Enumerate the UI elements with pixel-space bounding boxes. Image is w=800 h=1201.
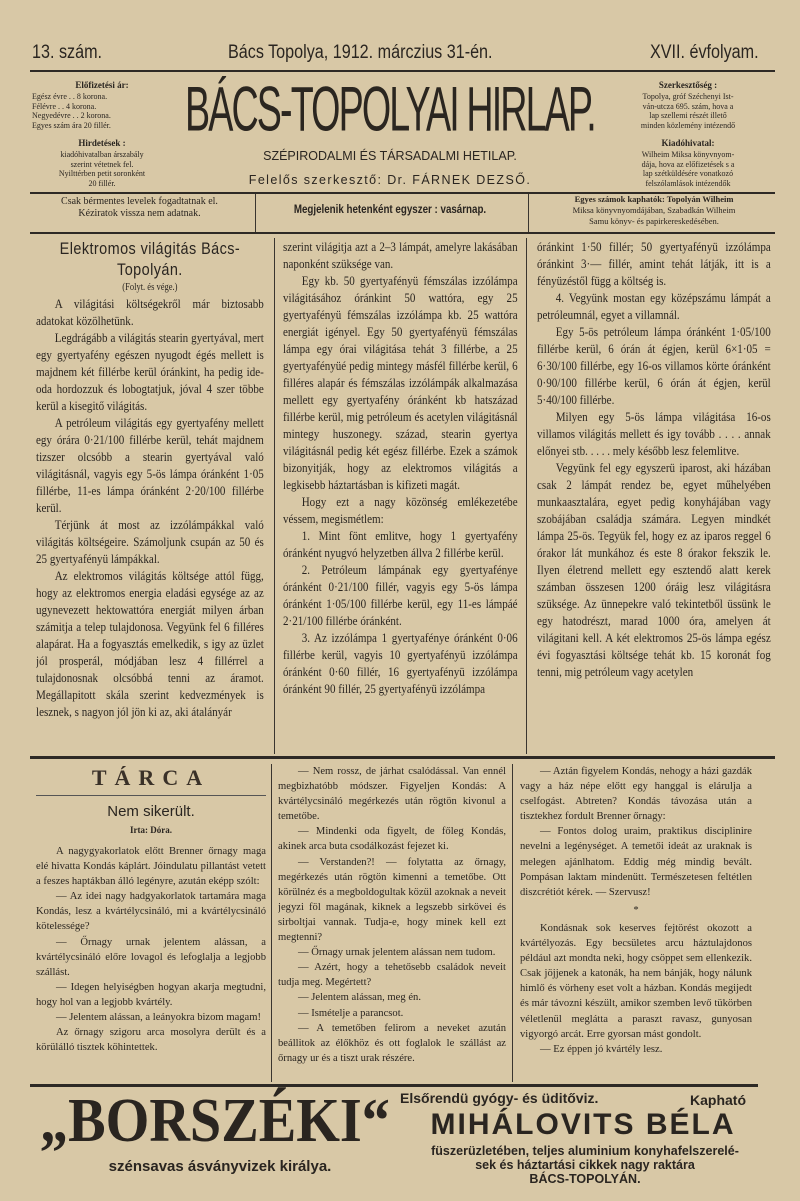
editorial-line: lap szellemi részét illető <box>649 111 727 120</box>
letters-note-line: Kéziratok vissza nem adatnak. <box>78 208 201 219</box>
article-column-3 <box>537 238 771 754</box>
masthead-title: BÁCS-TOPOLYAI HIRLAP. <box>185 73 595 145</box>
column-divider <box>271 764 272 1082</box>
editorial-line: ván-utcza 695. szám, hova a <box>642 101 734 111</box>
masthead <box>185 73 595 145</box>
article-title: Elektromos világitás Bács-Topolyán. <box>59 239 241 279</box>
paragraph: Legdrágább a világitás stearin gyertyával, mert egy gyertyafény egészen nyugodt égés mellett is majdnem két fillérbe kerül óránkint, ha pedig ide-oda hordozzuk és lobogtatjuk, jóval 4 szer többe kerül a kisegitő világitás. <box>36 330 264 413</box>
paragraph: — A temetőben felirom a neveket azután beállitok az élőkhöz és ott foglalok le szállást az őrnagy ur és a tiszt urak részére. <box>278 1022 506 1064</box>
subscription-row: Egyes szám ára 20 fillér. <box>32 120 111 130</box>
paragraph: — Verstanden?! — folytatta az őrnagy, megérkezés után rögtön kimenni a temetőbe. Ott körülnéz és a megboldogultak közül azoknak a neveit jegyzi föl magának, kiknek a legszebb sirkövei és sirboltjai vannak. Tudja-e, hogy minek kell ezt megtenni? <box>278 856 506 944</box>
paragraph: — Jelentem alássan, meg én. <box>298 992 421 1004</box>
merchant-name: MIHÁLOVITS BÉLA <box>430 1108 736 1141</box>
editor-line: Felelős szerkesztő: Dr. FÁRNEK DEZSŐ. <box>248 173 532 187</box>
paragraph: — Fontos dolog uraim, praktikus disciplinire nevelni a legénységet. A temetői ideát az uraknak is melegen ajánlhatom. Eddig még mindig bevált. Pompásan laktam mindenütt. Természetesen feltétlen diszcrétiót kérek. — Szervusz! <box>520 826 752 898</box>
place-date: Bács Topolya, 1912. márczius 31-én. <box>228 42 493 63</box>
subscription-row: Negyedévre . . 2 korona. <box>32 111 111 120</box>
publisher-title: Kiadóhivatal: <box>661 138 715 148</box>
merchant-line: BÁCS-TOPOLYÁN. <box>529 1172 641 1186</box>
divider <box>255 194 256 232</box>
paragraph: óránkint 1·50 fillér; 50 gyertyafényü izzólámpa óránkint 3·— fillér, amint tehát látják, itt is a fényüzéstől függ a költség is. <box>537 239 771 288</box>
subscription-row: Egész évre . . 8 korona. <box>32 92 108 101</box>
paragraph: Vegyünk fel egy egyszerü iparost, aki házában csak 2 lámpát rendez be, egyet műhelyében munkaasztalára, egyet pedig konyhájában vagy szobájában családja számára. Legyen mindkét lámpa 25-ös. Tegyük fel, hogy ez az iparos reggel 6 órakor lát munkához és este 8 órakor fekszik le. Ilyen életrend mellett egy esztendő alatt kerek számban összesen 1200 óráig lesz világitásra szüksége. Az ünnepekre való tekintetből üssünk le egy hatodrészt, marad 1000 óra, amelyen át világitani kell. A két elektromos 25-ös lámpa egész évi fogyasztási költsége tehát kb. 15 koronát fog tenni, mig petróleum vagy acetylen <box>537 460 771 679</box>
paragraph: 4. Vegyünk mostan egy középszámu lámpát a petróleumnál, egyet a villamnál. <box>537 290 771 322</box>
rule <box>30 232 775 234</box>
divider <box>528 194 529 232</box>
paragraph: — Ez éppen jó kvártély lesz. <box>540 1043 663 1055</box>
frequency-note: Megjelenik hetenként egyszer : vasárnap. <box>293 204 487 216</box>
ad-available: Kapható <box>690 1092 746 1108</box>
subscription-box <box>32 78 172 188</box>
paragraph: Egy 5-ös petróleum lámpa óránként 1·05/100 fillérbe kerül, 6 órán át égjen, kerül 6×1·05 = 6·30/100 fillérbe, egy 16-os villamos körte óránként 0·90/100 fillérbe kerül, 6 órán át égjen, kerül 5·40/100 fillérbe. <box>537 324 771 407</box>
merchant-details <box>395 1144 775 1186</box>
column-divider <box>274 238 275 754</box>
paragraph: Térjünk át most az izzólámpákkal való világitás költségeire. Számoljunk csupán az 50 és 25 gyertyafényü lámpákkal. <box>36 517 264 566</box>
rule <box>30 756 775 759</box>
paragraph: 3. Az izzólámpa 1 gyertyafénye óránként 0·06 fillérbe kerül, vagyis 10 gyertyafényü izzólámpa óránként 0·60 fillér, 16 gyertyafényü izzólámpa óránként 90 fillér, 25 gyertyafényü izzólámpa <box>283 630 518 696</box>
feuilleton-author: Irta: Dóra. <box>130 825 172 835</box>
paragraph: szerint világitja azt a 2–3 lámpát, amelyre lakásában naponként szüksége van. <box>283 239 518 271</box>
borszeki-brand-box <box>40 1088 390 1154</box>
paragraph: 1. Mint fönt emlitve, hogy 1 gyertyafény óránként nyugvó helyzetben állva 2 fillérbe kerül. <box>283 528 518 560</box>
article-subtitle: (Folyt. és vége.) <box>122 282 178 293</box>
paragraph: Egy kb. 50 gyertyafényü fémszálas izzólámpa világitásához óránkint 50 wattóra, egy 25 gyertyafényü fémszálas izzólámpa kb. 25 wattóra energiát igényel. Egy 50 gyertyafényü fémszálas lámpa egy órai világitása tehát 3 fillérbe, a 25 gyertyafényüé pedig mintegy másfél fillérbe kerül, 6 filléres alapár és fémszálas izzólámpák alkalmazása mellett egy gyertyafény óránként kb hatszázad fillérbe kerül, mig petróleum és acetylen világitásnál mintegy huszonegy. század, stearin gyertya világitásnál pedig két egész fillérbe. Ezek a számok bizonyitják, hogy az elektromos világitás a legkisebb háztartásban is kifizeti magát. <box>283 273 518 492</box>
letters-note-line: Csak bérmentes levelek fogadtatnak el. <box>61 196 218 207</box>
editorial-line: minden közlemény intézendő <box>640 120 736 130</box>
publisher-line: dája, hova az előfizetések s a <box>641 159 735 169</box>
subtitle: SZÉPIRODALMI ÉS TÁRSADALMI HETILAP. <box>263 149 517 163</box>
borszeki-brand: „BORSZÉKI“ <box>40 1087 390 1155</box>
section-break: * <box>633 904 639 916</box>
paragraph: Az elektromos világitás költsége attól függ, hogy az elektromos energia eladási egysége az az ugynevezett hektowattóra energiát milyen árban számitja a telep tulajdonosa. Vegyünk fel 6 filléres alapárat. Ha a fogyasztás emelkedik, s igy az üzlet jól prosperál, módjában lesz 4 fillérrel a tulajdonosnak olcsóbbá tenni az áramot. Megállapitott skála szerint kedvezmények is lesznek, s nagyon jól jön ki az, aki átalányár <box>36 568 264 719</box>
paragraph: — Idegen helyiségben hogyan akarja megtudni, hogy hol van a legjobb kvártély. <box>36 981 266 1008</box>
ads-line: kiadóhivatalban árszabály <box>60 150 144 159</box>
paragraph: Hogy ezt a nagy közönség emlékezetébe véssem, megismétlem: <box>283 494 518 526</box>
letters-note <box>32 196 247 220</box>
ads-line: 20 fillér. <box>88 178 116 188</box>
column-divider <box>512 764 513 1082</box>
paragraph: — Mindenki oda figyelt, de főleg Kondás, akinek arca buta csodálkozást fejezet ki. <box>278 826 506 853</box>
feuilleton-column-3 <box>520 764 752 1082</box>
paragraph: — Őrnagy urnak jelentem alássan nem tudom. <box>298 947 496 959</box>
paragraph: A petróleum világitás egy gyertyafény mellett egy órára 0·21/100 fillérbe kerül, tehát majdnem tizszer olcsóbb a stearin gyertyával való világitásnál, vagyis egy 5-ös lámpa óránként 1·05 fillérbe, 11-es lámpa óránként 2·20/100 fillérbe kerül. <box>36 415 264 515</box>
ad-tagline: Elsőrendü gyógy- és üditőviz. <box>400 1090 599 1106</box>
borszeki-subtitle: szénsavas ásványvizek királya. <box>108 1158 332 1175</box>
merchant-line: füszerüzletében, teljes aluminium konyhafelszerelé- <box>431 1144 739 1158</box>
copies-note <box>536 194 772 227</box>
feuilleton-heading: TÁRCA <box>91 765 211 790</box>
editorial-title: Szerkesztőség : <box>658 80 718 90</box>
paragraph: A világitási költségekről már biztosabb adatokat közölhetünk. <box>36 296 264 328</box>
feuilleton-title: Nem sikerült. <box>107 803 195 820</box>
paragraph: — Azért, hogy a tehetősebb családok neveit tudja meg. Megértett? <box>278 962 506 989</box>
issue-number: 13. szám. <box>32 42 103 63</box>
paragraph: A nagygyakorlatok előtt Brenner őrnagy maga elé hivatta Kondás káplárt. Jóindulatu pillantást vetett a feszes haptákban álló legényre, azután eképp szólt: <box>36 846 266 888</box>
ads-line: szerint vétetnek fel. <box>70 159 134 169</box>
paragraph: Kondásnak sok keserves fejtörést okozott a kvártélyozás. Egy becsületes arcu háztulajdonos például azt mondta neki, hogy csöppet sem ellenkezik. Csak jöjjenek a katonák, ha nem bánják, hogy nálunk himlő és vörheny eset volt a házban. Kondás megijedt és már távozni készült, amikor szemben levő tükörben véletlenül meglátta a paraszt ravasz, gunyosan vigyorgó arcát. Erre gyorsan mást gondolt. <box>520 922 752 1040</box>
paragraph: — Ismételje a parancsot. <box>298 1007 404 1019</box>
subscription-row: Félévre . . 4 korona. <box>32 101 97 111</box>
paragraph: 2. Petróleum lámpának egy gyertyafénye óránként 0·21/100 fillér, vagyis egy 5-ös lámpa óránként 1·05/100 fillérbe kerül, egy 11-es lámpáé 2·21/100 fillérbe óránként. <box>283 562 518 628</box>
copies-note-line: Samu könyv- és papirkereskedésében. <box>589 216 719 226</box>
column-divider <box>526 238 527 754</box>
ads-line: Nyilttérben petit soronként <box>58 169 146 178</box>
feuilleton-column-1 <box>36 764 266 1082</box>
publisher-line: lap szétküldésére vonatkozó <box>642 169 734 178</box>
copies-note-line: Miksa könyvnyomdájában, Szabadkán Wilheim <box>572 205 736 215</box>
editorial-line: Topolya, gróf Széchenyi Ist- <box>642 92 734 101</box>
copies-note-line: Egyes számok kaphatók: Topolyán Wilheim <box>574 194 734 204</box>
paragraph: Milyen egy 5-ös lámpa világitása 16-os villamos világitás mellett és igy tovább . . . . annak előnyei stb. . . . . mely később lesz felemlitve. <box>537 409 771 458</box>
editorial-box <box>603 78 773 188</box>
article-column-1 <box>36 238 264 754</box>
merchant-line: sek és háztartási cikkek nagy raktára <box>475 1158 695 1172</box>
paragraph: — Jelentem alássan, a leányokra bizom magam! <box>56 1012 262 1024</box>
feuilleton-column-2 <box>278 764 506 1082</box>
publisher-line: Wilheim Miksa könyvnyom- <box>641 150 735 159</box>
paragraph: — Az idei nagy hadgyakorlatok tartamára maga Kondás, lesz a kvártélycsináló, mi a kvártélycsináló kötelessége? <box>36 891 266 933</box>
paragraph: — Nem rossz, de járhat csalódással. Van ennél megbizhatóbb módszer. Figyeljen Kondás: A kvártélycsináló megérkezés után rögtön kivonul a temetőbe. <box>278 766 506 823</box>
volume: XVII. évfolyam. <box>650 42 759 63</box>
paragraph: — Őrnagy urnak jelentem alássan, a kvártélycsináló előre lovagol és lefoglalja a legjobb szállást. <box>36 936 266 978</box>
article-column-2 <box>283 238 518 754</box>
rule <box>36 795 266 796</box>
subscription-title: Előfizetési ár: <box>75 80 129 90</box>
publisher-line: felszólamlások intézendők <box>645 178 731 188</box>
paragraph: Az őrnagy szigoru arca mosolyra derült és a körülálló tisztek köhintettek. <box>36 1027 266 1054</box>
rule <box>30 70 775 72</box>
ads-title: Hirdetések : <box>78 138 126 148</box>
paragraph: — Aztán figyelem Kondás, nehogy a házi gazdák vagy a ház népe előtt egy hanggal is elárulja a cselfogást. Abtreten? Kondás távozása után a tisztekhez fordult Brenner őrnagy: <box>520 766 752 823</box>
